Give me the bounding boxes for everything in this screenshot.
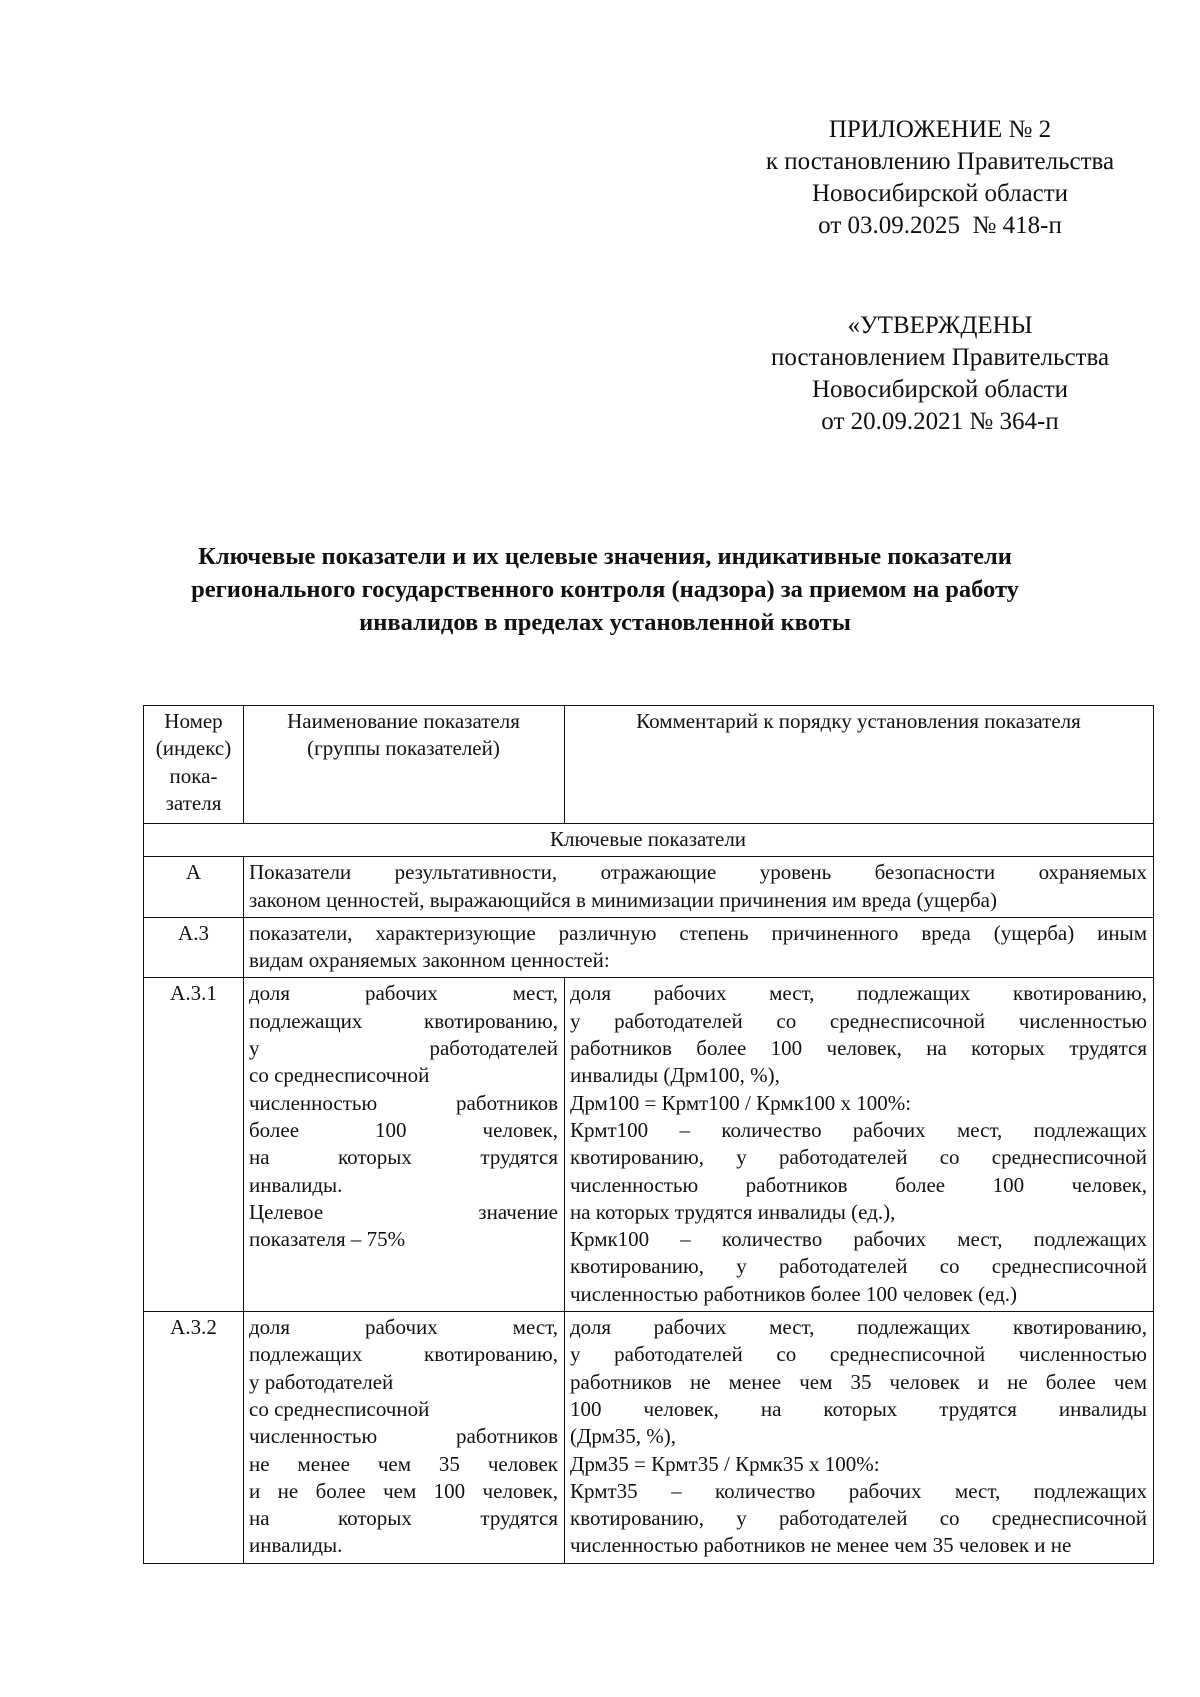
row-number: А.3 (144, 917, 244, 978)
approved-title: «УТВЕРЖДЕНЫ (847, 312, 1033, 339)
approved-line-3: Новосибирской области (811, 376, 1069, 403)
row-text: показатели, характеризующие различную степень причиненного вреда (ущерба) иным видам охраняемых законном ценностей: (244, 917, 1154, 978)
appendix-line-2: к постановлению Правительства (765, 148, 1115, 175)
table-row (144, 1312, 1154, 1564)
appendix-title: ПРИЛОЖЕНИЕ № 2 (828, 116, 1052, 143)
header-name: Наименование показателя (группы показателей) (244, 706, 565, 824)
approved-header (700, 310, 1180, 438)
header-comment: Комментарий к порядку установления показателя (565, 706, 1154, 824)
appendix-line-3: Новосибирской области (811, 180, 1069, 207)
indicator-comment: доля рабочих мест, подлежащих квотированию, у работодателей со среднесписочной численностью работников более 100 человек, на которых трудятся инвалиды (Дрм100, %), Дрм100 = Крмт100 / Крмк100 х 100%: Крмт100 – количество рабочих мест, подлежащих квотированию, у работодателей со среднесписочной численностью работников более 100 человек, на которых трудятся инвалиды (ед.), Крмк100 – количество рабочих мест, подлежащих квотированию, у работодателей со среднесписочной численностью работников более 100 человек (ед.) (565, 978, 1154, 1312)
approved-line-2: постановлением Правительства (770, 344, 1110, 371)
row-text: Показатели результативности, отражающие уровень безопасности охраняемых законом ценностей, выражающийся в минимизации причинения им вреда (ущерба) (244, 857, 1154, 918)
indicators-table (143, 705, 1154, 1564)
approved-line-4: от 20.09.2021 № 364-п (821, 408, 1059, 435)
section-key-indicators: Ключевые показатели (144, 824, 1154, 857)
indicator-comment: доля рабочих мест, подлежащих квотированию, у работодателей со среднесписочной численностью работников не менее чем 35 человек и не более чем 100 человек, на которых трудятся инвалиды (Дрм35, %), Дрм35 = Крмт35 / Крмк35 х 100%: Крмт35 – количество рабочих мест, подлежащих квотированию, у работодателей со среднесписочной численностью работников не менее чем 35 человек и не (565, 1312, 1154, 1564)
table-row (144, 857, 1154, 918)
appendix-header (700, 114, 1180, 242)
table-header-row (144, 706, 1154, 824)
table-row (144, 917, 1154, 978)
appendix-line-4: от 03.09.2025 № 418-п (818, 212, 1062, 239)
document-title (90, 540, 1120, 639)
indicator-name: доля рабочих мест, подлежащих квотированию, у работодателей со среднесписочной численностью работников не менее чем 35 человек и не более чем 100 человек, на которых трудятся инвалиды. (244, 1312, 565, 1564)
header-number: Номер (индекс) пока- зателя (144, 706, 244, 824)
row-number: А.3.1 (144, 978, 244, 1312)
indicator-name: доля рабочих мест, подлежащих квотированию, у работодателей со среднесписочной численностью работников более 100 человек, на которых трудятся инвалиды. Целевое значение показателя – 75% (244, 978, 565, 1312)
title-line-3: инвалидов в пределах установленной квоты (359, 609, 851, 636)
title-line-2: регионального государственного контроля (надзора) за приемом на работу (191, 576, 1019, 603)
title-line-1: Ключевые показатели и их целевые значения, индикативные показатели (198, 543, 1012, 570)
row-number: А.3.2 (144, 1312, 244, 1564)
row-number: А (144, 857, 244, 918)
section-row (144, 824, 1154, 857)
table-row (144, 978, 1154, 1312)
